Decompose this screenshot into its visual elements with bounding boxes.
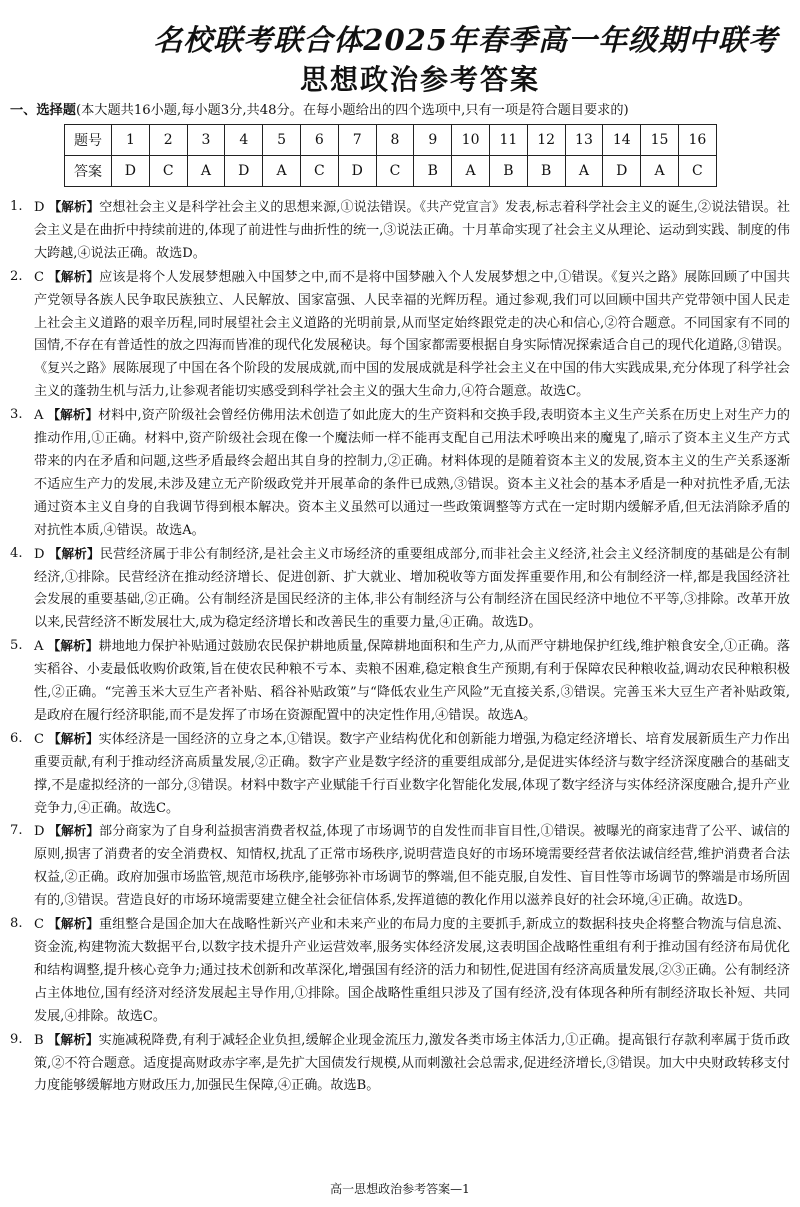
explanation-text: 材料中,资产阶级社会曾经仿佛用法术创造了如此庞大的生产资料和交换手段,表明资本主义生产关系在历史上对生产力的推动作用,①正确。材料中,资产阶级社会现在像一个魔法师一样不能再支配自己用法术呼唤出来的魔鬼了,暗示了资本主义生产方式带来的内在矛盾和问题,这些矛盾最终会超出其自身的控制力,②正确。材料体现的是随着资本主义的发展,资本主义的生产关系逐渐不适应生产力的发展,未涉及建立无产阶级政党并开展革命的条件已成熟,③错误。资本主义社会的基本矛盾是一种对抗性矛盾,无法通过资本主义自身的自我调节得到根本解决。资本主义虽然可以通过一些政策调整等方式在一定时期内缓解矛盾,但无法消除矛盾的对抗性本质,④错误。故选A。 bbox=[34, 408, 791, 538]
explanation-tag: 【解析】 bbox=[48, 916, 99, 932]
explanation-tag: 【解析】 bbox=[47, 638, 99, 654]
explanation-number: 2. bbox=[10, 268, 23, 284]
question-number-cell: 12 bbox=[527, 125, 565, 156]
answer-cell: A bbox=[452, 156, 490, 187]
explanation-answer: D bbox=[34, 200, 45, 215]
explanation-answer: C bbox=[34, 269, 45, 285]
answer-cell: D bbox=[112, 156, 150, 187]
answer-cell: A bbox=[641, 156, 679, 187]
page-subtitle: 思想政治参考答案 bbox=[299, 63, 540, 96]
answer-table-numbers-row bbox=[65, 125, 717, 156]
answer-cell: B bbox=[527, 156, 565, 187]
explanation-tag: 【解析】 bbox=[48, 268, 100, 284]
explanation-answer: D bbox=[34, 546, 45, 562]
question-number-cell: 3 bbox=[187, 125, 225, 156]
explanation-answer: C bbox=[34, 917, 45, 933]
explanation-number: 5. bbox=[10, 638, 23, 654]
answer-cell: D bbox=[338, 156, 376, 187]
explanation-number: 9. bbox=[10, 1031, 23, 1047]
explanation-tag: 【解析】 bbox=[48, 545, 100, 561]
question-number-cell: 4 bbox=[225, 125, 263, 156]
explanation-answer: C bbox=[34, 731, 45, 747]
question-number-cell: 7 bbox=[338, 125, 376, 156]
explanation-text: 民营经济属于非公有制经济,是社会主义市场经济的重要组成部分,而非社会主义经济,社会主义经济制度的基础是公有制经济,①排除。民营经济在推动经济增长、促进创新、扩大就业、增加税收等方面发挥重要作用,和公有制经济一样,都是我国经济社会发展的重要基础,②正确。公有制经济是国民经济的主体,非公有制经济与公有制经济在国民经济中地位不平等,③排除。改革开放以来,民营经济不断发展壮大,成为稳定经济增长和改善民生的重要力量,④正确。故选D。 bbox=[34, 546, 791, 631]
explanation-tag: 【解析】 bbox=[48, 823, 100, 839]
row-label-numbers: 题号 bbox=[65, 125, 112, 156]
explanation-item bbox=[10, 404, 790, 542]
answer-cell: C bbox=[300, 156, 338, 187]
question-number-cell: 6 bbox=[300, 125, 338, 156]
answer-cell: D bbox=[603, 156, 641, 187]
row-label-answers: 答案 bbox=[65, 156, 112, 187]
question-number-cell: 5 bbox=[263, 125, 301, 156]
answer-table-answers-row bbox=[65, 156, 717, 187]
answer-table bbox=[64, 124, 717, 187]
explanation-number: 8. bbox=[10, 916, 23, 932]
explanation-text: 重组整合是国企加大在战略性新兴产业和未来产业的布局力度的主要抓手,新成立的数据科技央企将整合物流与信息流、资金流,构建物流大数据平台,以数字技术提升产业运营效率,服务实体经济发展,这表明国企战略性重组有利于推动国有经济布局优化和结构调整,提升核心竞争力;通过技术创新和改革深化,增强国有经济的活力和韧性,促进国有经济高质量发展,②③正确。公有制经济占主体地位,国有经济对经济发展起主导作用,①排除。国企战略性重组只涉及了国有经济,没有体现各种所有制经济取长补短、共同发展,④排除。故选C。 bbox=[34, 917, 790, 1024]
answer-cell: B bbox=[489, 156, 527, 187]
question-number-cell: 8 bbox=[376, 125, 414, 156]
answer-cell: C bbox=[678, 156, 716, 187]
explanation-item bbox=[10, 820, 790, 913]
answer-cell: A bbox=[565, 156, 603, 187]
explanation-number: 1. bbox=[10, 199, 23, 214]
explanation-number: 7. bbox=[10, 823, 23, 839]
question-list bbox=[10, 196, 790, 1098]
explanation-text: 实体经济是一国经济的立身之本,①错误。数字产业结构优化和创新能力增强,为稳定经济增长、培育发展新质生产力作出重要贡献,有利于推动经济高质量发展,②正确。数字产业是数字经济的重要组成部分,是促进实体经济与数字经济深度融合的基础支撑,不是虚拟经济的一部分,③错误。材料中数字产业赋能千行百业数字化智能化发展,体现了数字经济与实体经济深度融合,提升产业竞争力,④正确。故选C。 bbox=[34, 731, 791, 816]
explanation-answer: A bbox=[34, 639, 44, 655]
explanation-item bbox=[10, 728, 790, 821]
explanation-item bbox=[10, 196, 790, 266]
explanation-number: 4. bbox=[10, 545, 23, 561]
question-number-cell: 2 bbox=[149, 125, 187, 156]
section-label: 一、选择题 bbox=[10, 103, 76, 118]
question-number-cell: 1 bbox=[112, 125, 150, 156]
answer-cell: A bbox=[187, 156, 225, 187]
explanation-text: 部分商家为了自身利益损害消费者权益,体现了市场调节的自发性而非盲目性,①错误。被曝光的商家违背了公平、诚信的原则,损害了消费者的安全消费权、知情权,扰乱了正常市场秩序,说明营造良好的市场环境需要经营者依法诚信经营,维护消费者合法权益,②正确。政府加强市场监管,规范市场秩序,能够弥补市场调节的弊端,但不能克服,自发性、盲目性等市场调节的弊端是市场所固有的,③错误。营造良好的市场环境需要建立健全社会征信体系,发挥道德的教化作用以滋养良好的社会环境,④正确。故选D。 bbox=[34, 824, 790, 909]
section-header bbox=[10, 102, 790, 120]
explanation-text: 耕地地力保护补贴通过鼓励农民保护耕地质量,保障耕地面积和生产力,从而严守耕地保护红线,维护粮食安全,①正确。落实稻谷、小麦最低收购价政策,旨在使农民种粮不亏本、卖粮不困难,稳定粮食生产预期,有利于保障农民种粮收益,调动农民种粮积极性,②正确。“完善玉米大豆生产者补贴、稻谷补贴政策”与“降低农业生产风险”无直接关系,③错误。完善玉米大豆生产者补贴政策,是政府在履行经济职能,而不是发挥了市场在资源配置中的决定性作用,④错误。故选A。 bbox=[34, 639, 790, 723]
explanation-number: 6. bbox=[10, 730, 23, 746]
explanation-tag: 【解析】 bbox=[47, 407, 99, 423]
question-number-cell: 16 bbox=[678, 125, 716, 156]
page-footer: 高一思想政治参考答案—1 bbox=[330, 1182, 470, 1196]
explanation-text: 空想社会主义是科学社会主义的思想来源,①说法错误。《共产党宣言》发表,标志着科学社会主义的诞生,②说法错误。社会主义是在曲折中持续前进的,体现了前进性与曲折性的统一,③说法正确。十月革命实现了社会主义从理论、运动到实践、制度的伟大跨越,④说法正确。故选D。 bbox=[34, 200, 791, 261]
question-number-cell: 10 bbox=[452, 125, 490, 156]
explanation-item bbox=[10, 913, 790, 1029]
explanation-item bbox=[10, 635, 790, 728]
explanation-answer: A bbox=[34, 408, 44, 424]
question-number-cell: 15 bbox=[641, 125, 679, 156]
explanation-number: 3. bbox=[10, 407, 23, 423]
answer-cell: A bbox=[263, 156, 301, 187]
explanation-item bbox=[10, 266, 790, 404]
question-number-cell: 11 bbox=[489, 125, 527, 156]
explanation-text: 应该是将个人发展梦想融入中国梦之中,而不是将中国梦融入个人发展梦想之中,①错误。《复兴之路》展陈回顾了中国共产党领导各族人民争取民族独立、人民解放、国家富强、人民幸福的光辉历程。通过参观,我们可以回顾中国共产党带领中国人民走上社会主义道路的艰辛历程,同时展望社会主义道路的光明前景,从而坚定始终跟党走的决心和信心,②符合题意。不同国家有不同的国情,不存在有普适性的放之四海而皆准的现代化发展秘诀。每个国家都需要根据自身实际情况探索适合自己的现代化道路,③错误。《复兴之路》展陈展现了中国在各个阶段的发展成就,而中国的发展成就是科学社会主义在中国的伟大实践成果,充分体现了科学社会主义的蓬勃生机与活力,让参观者能切实感受到科学社会主义的强大生命力,④符合题意。故选C。 bbox=[34, 269, 791, 400]
question-number-cell: 13 bbox=[565, 125, 603, 156]
explanation-tag: 【解析】 bbox=[47, 1031, 99, 1047]
explanation-tag: 【解析】 bbox=[48, 199, 100, 214]
answer-cell: D bbox=[225, 156, 263, 187]
question-number-cell: 9 bbox=[414, 125, 452, 156]
explanation-item bbox=[10, 1029, 790, 1099]
explanation-text: 实施减税降费,有利于减轻企业负担,缓解企业现金流压力,激发各类市场主体活力,①正确。提高银行存款利率属于货币政策,②不符合题意。适度提高财政赤字率,是先扩大国债发行规模,从而刺激社会总需求,促进经济增长,③错误。加大中央财政转移支付力度能够缓解地方财政压力,加强民生保障,④正确。故选B。 bbox=[34, 1032, 791, 1094]
explanation-item bbox=[10, 543, 790, 636]
question-number-cell: 14 bbox=[603, 125, 641, 156]
page-title: 名校联考联合体2025年春季高一年级期中联考 bbox=[153, 23, 778, 57]
explanation-answer: D bbox=[34, 824, 45, 840]
answer-cell: C bbox=[149, 156, 187, 187]
answer-cell: C bbox=[376, 156, 414, 187]
answer-cell: B bbox=[414, 156, 452, 187]
section-instructions: (本大题共16小题,每小题3分,共48分。在每小题给出的四个选项中,只有一项是符合题目要求的) bbox=[75, 103, 629, 118]
explanation-answer: B bbox=[34, 1032, 44, 1048]
explanation-tag: 【解析】 bbox=[48, 730, 99, 746]
